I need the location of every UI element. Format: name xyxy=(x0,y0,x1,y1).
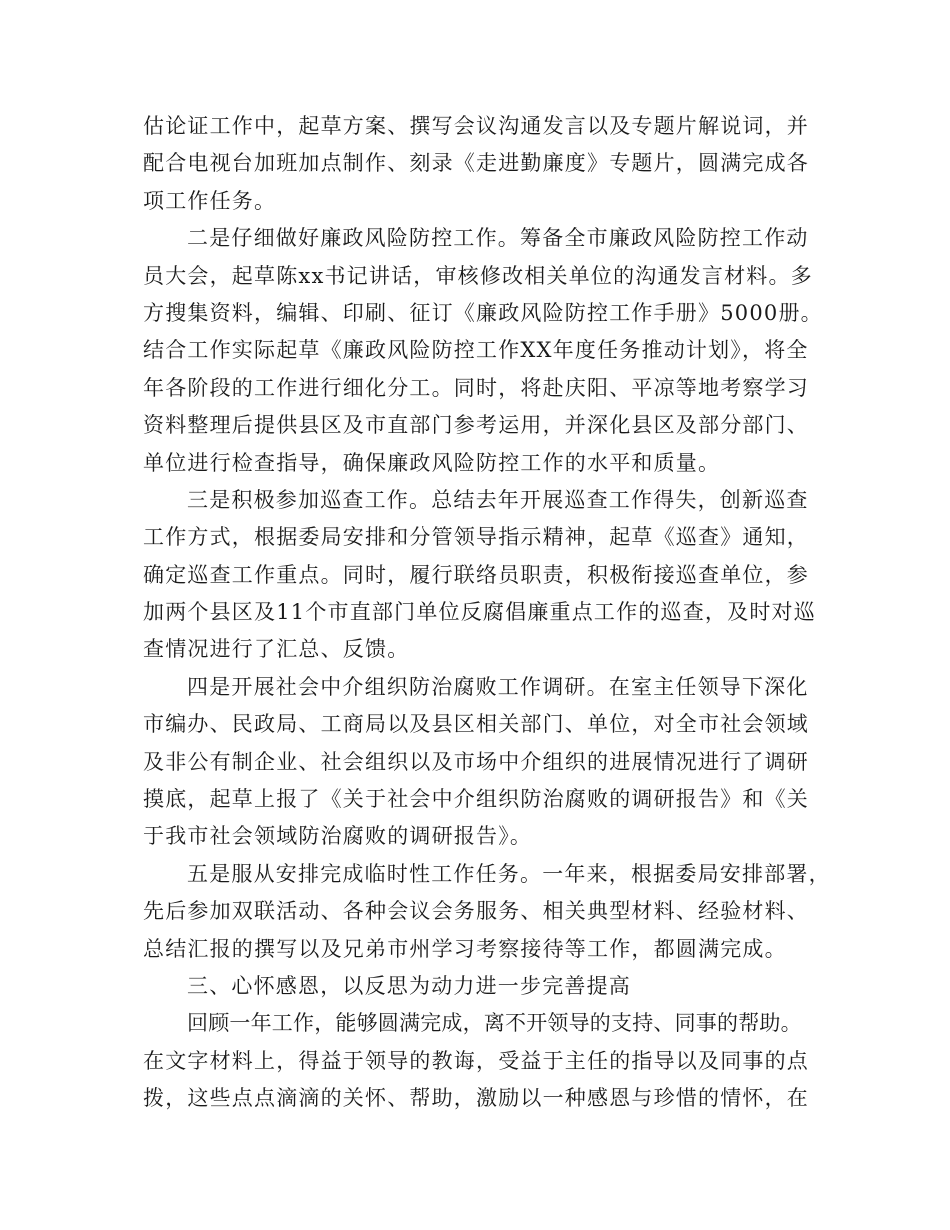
text-line: 配合电视台加班加点制作、刻录《走进勤廉度》专题片，圆满完成各 xyxy=(143,151,809,176)
text-line: 年各阶段的工作进行细化分工。同时，将赴庆阳、平凉等地考察学习 xyxy=(143,375,809,400)
text-line: 于我市社会领域防治腐败的调研报告》。 xyxy=(143,824,533,849)
text-line: 员大会，起草陈xx书记讲话，审核修改相关单位的沟通发言材料。多 xyxy=(143,263,813,288)
paragraph-start-line: 二是仔细做好廉政风险防控工作。筹备全市廉政风险防控工作动 xyxy=(187,226,809,251)
text-line: 项工作任务。 xyxy=(143,188,277,213)
text-line: 在文字材料上，得益于领导的教诲，受益于主任的指导以及同事的点 xyxy=(143,1048,809,1073)
text-line: 工作方式，根据委局安排和分管领导指示精神，起草《巡查》通知， xyxy=(143,525,809,550)
paragraph-start-line: 四是开展社会中介组织防治腐败工作调研。在室主任领导下深化 xyxy=(187,674,809,699)
text-line: 加两个县区及11个市直部门单位反腐倡廉重点工作的巡查，及时对巡 xyxy=(143,600,816,625)
text-line: 及非公有制企业、社会组织以及市场中介组织的进展情况进行了调研 xyxy=(143,749,809,774)
text-line: 摸底，起草上报了《关于社会中介组织防治腐败的调研报告》和《关 xyxy=(143,787,809,812)
text-line: 拨，这些点点滴滴的关怀、帮助，激励以一种感恩与珍惜的情怀，在 xyxy=(143,1086,809,1111)
text-line: 估论证工作中，起草方案、撰写会议沟通发言以及专题片解说词，并 xyxy=(143,114,809,138)
text-line: 单位进行检查指导，确保廉政风险防控工作的水平和质量。 xyxy=(143,450,721,475)
paragraph-start-line: 回顾一年工作，能够圆满完成，离不开领导的支持、同事的帮助。 xyxy=(187,1011,802,1036)
section-heading: 三、心怀感恩，以反思为动力进一步完善提高 xyxy=(187,973,631,998)
text-line: 查情况进行了汇总、反馈。 xyxy=(143,637,410,662)
text-line: 先后参加双联活动、各种会议会务服务、相关典型材料、经验材料、 xyxy=(143,899,809,924)
text-line: 市编办、民政局、工商局以及县区相关部门、单位，对全市社会领域 xyxy=(143,712,809,737)
text-line: 结合工作实际起草《廉政风险防控工作XX年度任务推动计划》，将全 xyxy=(143,338,809,363)
paragraph-start-line: 五是服从安排完成临时性工作任务。一年来，根据委局安排部署， xyxy=(187,861,831,886)
text-line: 方搜集资料，编辑、印刷、征订《廉政风险防控工作手册》5000册。 xyxy=(143,300,823,325)
document-body xyxy=(143,108,831,1118)
text-line: 确定巡查工作重点。同时，履行联络员职责，积极衔接巡查单位，参 xyxy=(143,562,809,587)
text-line: 总结汇报的撰写以及兄弟市州学习考察接待等工作，都圆满完成。 xyxy=(143,936,787,961)
paragraph-start-line: 三是积极参加巡查工作。总结去年开展巡查工作得失，创新巡查 xyxy=(187,487,809,512)
text-line: 资料整理后提供县区及市直部门参考运用，并深化县区及部分部门、 xyxy=(143,413,809,438)
